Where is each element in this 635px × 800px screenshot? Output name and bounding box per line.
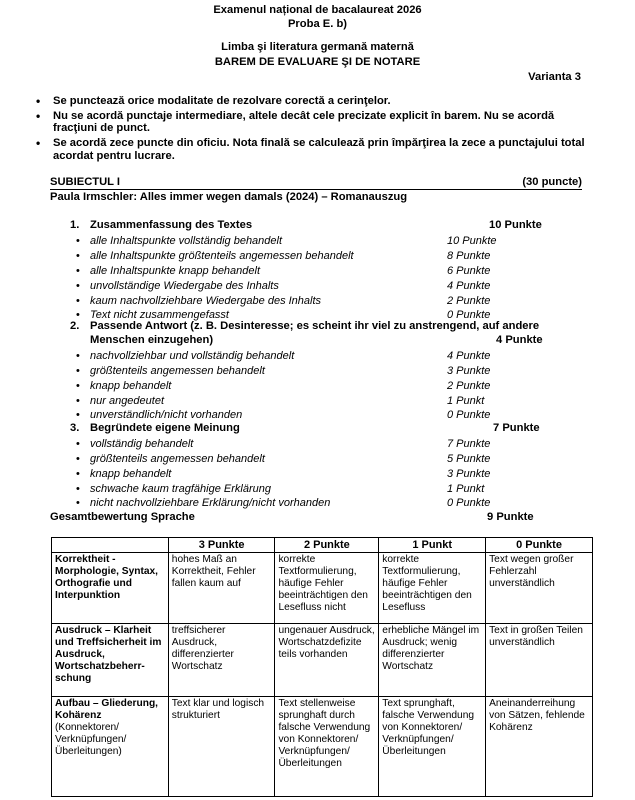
rule-item: • Se acordă zece puncte din oficiu. Nota finală se calculează prin împărţirea la zece a punctajului total acordat pentru lucrare.	[33, 137, 593, 162]
criterion-name: Ausdruck – Klarheit und Treffsicherheit im Ausdruck, Wortschatzbeherr-schung	[55, 625, 162, 684]
criterion-cell	[52, 553, 169, 624]
rule-item: • Nu se acordă punctaje intermediare, altele decât cele precizate explicit în barem. Nu se acordă fracţiuni de punct.	[33, 110, 593, 135]
criterion-points: 0 Punkte	[447, 309, 491, 321]
criterion-cell	[52, 624, 169, 697]
criterion-item: • knapp behandelt	[90, 467, 171, 481]
table-row	[52, 697, 593, 797]
criterion-points: 3 Punkte	[447, 468, 491, 480]
task-2-points: 4 Punkte	[496, 334, 543, 346]
criterion-points: 4 Punkte	[447, 350, 491, 362]
criterion-item: • nachvollziehbar und vollständig behandelt	[90, 349, 294, 363]
criterion-points: 6 Punkte	[447, 265, 491, 277]
task-number: 3.	[70, 422, 80, 434]
criterion-name: Aufbau – Gliederung, Kohärenz	[55, 698, 159, 721]
table-cell: korrekte Textformulierung, häufige Fehler beeinträchtigen den Lesefluss nicht	[275, 553, 379, 624]
criterion-item: • alle Inhaltspunkte größtenteils angemessen behandelt	[90, 249, 354, 263]
criterion-points: 7 Punkte	[447, 438, 491, 450]
task-number: 2.	[70, 320, 80, 332]
table-header-cell: 2 Punkte	[275, 538, 379, 553]
table-cell: Aneinanderreihung von Sätzen, fehlende Kohärenz	[486, 697, 593, 797]
table-header-cell: 3 Punkte	[168, 538, 275, 553]
criterion-points: 0 Punkte	[447, 497, 491, 509]
table-cell: Text stellenweise sprunghaft durch falsche Verwendung von Konnektoren/ Verknüpfungen/ Überleitungen	[275, 697, 379, 797]
criterion-points: 1 Punkt	[447, 483, 485, 495]
criterion-item: • alle Inhaltspunkte knapp behandelt	[90, 264, 260, 278]
variant-label: Varianta 3	[528, 71, 581, 83]
criterion-points: 8 Punkte	[447, 250, 491, 262]
exam-title: Examenul național de bacalaureat 2026	[213, 4, 422, 16]
criterion-points: 5 Punkte	[447, 453, 491, 465]
task-3-points: 7 Punkte	[493, 422, 540, 434]
criterion-item: • nicht nachvollziehbare Erklärung/nicht vorhanden	[90, 496, 330, 510]
table-header-cell: 1 Punkt	[379, 538, 486, 553]
criterion-points: 4 Punkte	[447, 280, 491, 292]
criterion-item: • alle Inhaltspunkte vollständig behandelt	[90, 234, 282, 248]
criterion-item: • vollständig behandelt	[90, 437, 193, 451]
task-label: Passende Antwort (z. B. Desinteresse; es scheint ihr viel zu anstrengend, auf andere	[90, 320, 540, 332]
criterion-subtext: (Konnektoren/ Verknüpfungen/ Überleitungen)	[55, 722, 127, 757]
criterion-item: • kaum nachvollziehbare Wiedergabe des Inhalts	[90, 294, 321, 308]
table-cell: treffsicherer Ausdruck, differenzierter Wortschatz	[168, 624, 275, 697]
criterion-item: • unvollständige Wiedergabe des Inhalts	[90, 279, 279, 293]
barem-title: BAREM DE EVALUARE ŞI DE NOTARE	[214, 56, 421, 68]
language-points: 9 Punkte	[487, 511, 534, 523]
rule-item: • Se punctează orice modalitate de rezolvare corectă a cerinţelor.	[33, 95, 593, 108]
criterion-points: 10 Punkte	[447, 235, 497, 247]
task-label: Begründete eigene Meinung	[90, 422, 240, 434]
table-cell: hohes Maß an Korrektheit, Fehler fallen kaum auf	[168, 553, 275, 624]
criterion-item: • schwache kaum tragfähige Erklärung	[90, 482, 271, 496]
criterion-points: 2 Punkte	[447, 295, 491, 307]
table-header-cell: 0 Punkte	[486, 538, 593, 553]
criterion-name: Korrektheit - Morphologie, Syntax, Orthografie und Interpunktion	[55, 554, 159, 601]
table-cell: Text wegen großer Fehlerzahl unverständlich	[486, 553, 593, 624]
table-row	[52, 553, 593, 624]
rules-list	[33, 95, 593, 165]
language-table	[51, 537, 593, 797]
table-cell: Text klar und logisch strukturiert	[168, 697, 275, 797]
criterion-item: • größtenteils angemessen behandelt	[90, 364, 265, 378]
table-header-cell	[52, 538, 169, 553]
subject-title: Limba şi literatura germană maternă	[221, 41, 414, 53]
table-cell: erhebliche Mängel im Ausdruck; wenig differenzierter Wortschatz	[379, 624, 486, 697]
subject-points: (30 puncte)	[522, 176, 582, 188]
criterion-item: • knapp behandelt	[90, 379, 171, 393]
task-1-points: 10 Punkte	[489, 219, 542, 231]
table-header-row	[52, 538, 593, 553]
table-cell: Text in großen Teilen unverständlich	[486, 624, 593, 697]
table-cell: korrekte Textformulierung, häufige Fehler beeinträchtigen den Lesefluss	[379, 553, 486, 624]
table-cell: Text sprunghaft, falsche Verwendung von Konnektoren/ Verknüpfungen/ Überleitungen	[379, 697, 486, 797]
table-cell: ungenauer Ausdruck, Wortschatzdefizite teils vorhanden	[275, 624, 379, 697]
table-row	[52, 624, 593, 697]
subject-label: SUBIECTUL I	[50, 176, 121, 188]
task-label: Zusammenfassung des Textes	[90, 219, 253, 231]
criterion-cell	[52, 697, 169, 797]
criterion-item: • nur angedeutet	[90, 394, 164, 408]
language-title: Gesamtbewertung Sprache	[50, 511, 195, 523]
criterion-points: 0 Punkte	[447, 409, 491, 421]
task-label-continued: Menschen einzugehen)	[90, 334, 214, 346]
criterion-points: 2 Punkte	[447, 380, 491, 392]
subject-heading	[50, 176, 582, 190]
criterion-item: • Text nicht zusammengefasst	[90, 308, 229, 322]
task-number: 1.	[70, 219, 80, 231]
criterion-points: 1 Punkt	[447, 395, 485, 407]
criterion-points: 3 Punkte	[447, 365, 491, 377]
passage-title: Paula Irmschler: Alles immer wegen damals (2024) – Romanauszug	[50, 191, 408, 203]
exam-proba: Proba E. b)	[287, 18, 348, 30]
criterion-item: • unverständlich/nicht vorhanden	[90, 408, 242, 422]
criterion-item: • größtenteils angemessen behandelt	[90, 452, 265, 466]
